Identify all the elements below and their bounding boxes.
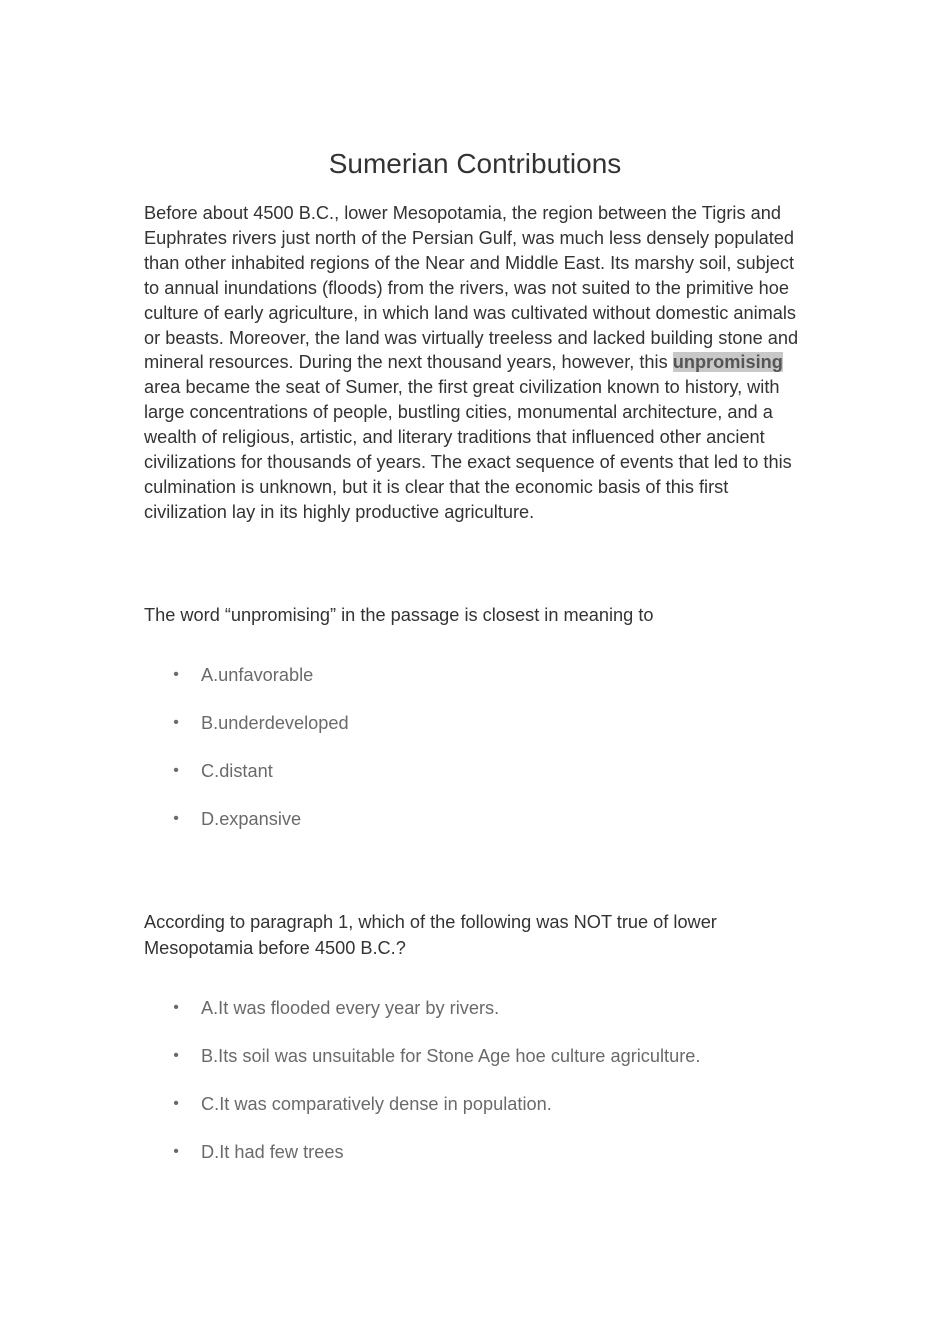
bullet-icon: •: [173, 1047, 179, 1064]
option-label: C.distant: [201, 761, 273, 781]
bullet-icon: •: [173, 810, 179, 827]
passage-paragraph: [144, 201, 812, 525]
option-label: D.expansive: [201, 809, 302, 829]
option-label: A.unfavorable: [201, 665, 314, 685]
bullet-icon: •: [173, 1095, 179, 1112]
option-label: B.Its soil was unsuitable for Stone Age hoe culture agriculture.: [201, 1046, 701, 1066]
bullet-icon: •: [173, 714, 179, 731]
bullet-icon: •: [173, 1143, 179, 1160]
bullet-icon: •: [173, 666, 179, 683]
passage-text-before: Before about 4500 B.C., lower Mesopotamia, the region between the Tigris and Euphrates rivers just north of the Persian Gulf, was much less densely populated than other inhabited regions of the Near and Middle East. Its marshy soil, subject to annual inundations (floods) from the rivers, was not suited to the primitive hoe culture of early agriculture, in which land was cultivated without domestic animals or beasts. Moreover, the land was virtually treeless and lacked building stone and mineral resources. During the next thousand years, however, this: [144, 203, 799, 373]
option-label: B.underdeveloped: [201, 713, 349, 733]
question-1-prompt: The word “unpromising” in the passage is closest in meaning to: [144, 605, 654, 625]
highlighted-word: unpromising: [672, 352, 783, 373]
bullet-icon: •: [173, 999, 179, 1016]
option-label: A.It was flooded every year by rivers.: [201, 998, 500, 1018]
option-label: C.It was comparatively dense in population.: [201, 1094, 552, 1114]
passage-text-after: area became the seat of Sumer, the first great civilization known to history, with large concentrations of people, bustling cities, monumental architecture, and a wealth of religious, artistic, and literary traditions that influenced other ancient civilizations for thousands of years. The exact sequence of events that led to this culmination is unknown, but it is clear that the economic basis of this first civilization lay in its highly productive agriculture.: [144, 377, 792, 522]
option-label: D.It had few trees: [201, 1142, 344, 1162]
page-title: Sumerian Contributions: [328, 148, 622, 179]
bullet-icon: •: [173, 762, 179, 779]
question-2-prompt: According to paragraph 1, which of the following was NOT true of lower Mesopotamia before 4500 B.C.?: [144, 912, 717, 958]
